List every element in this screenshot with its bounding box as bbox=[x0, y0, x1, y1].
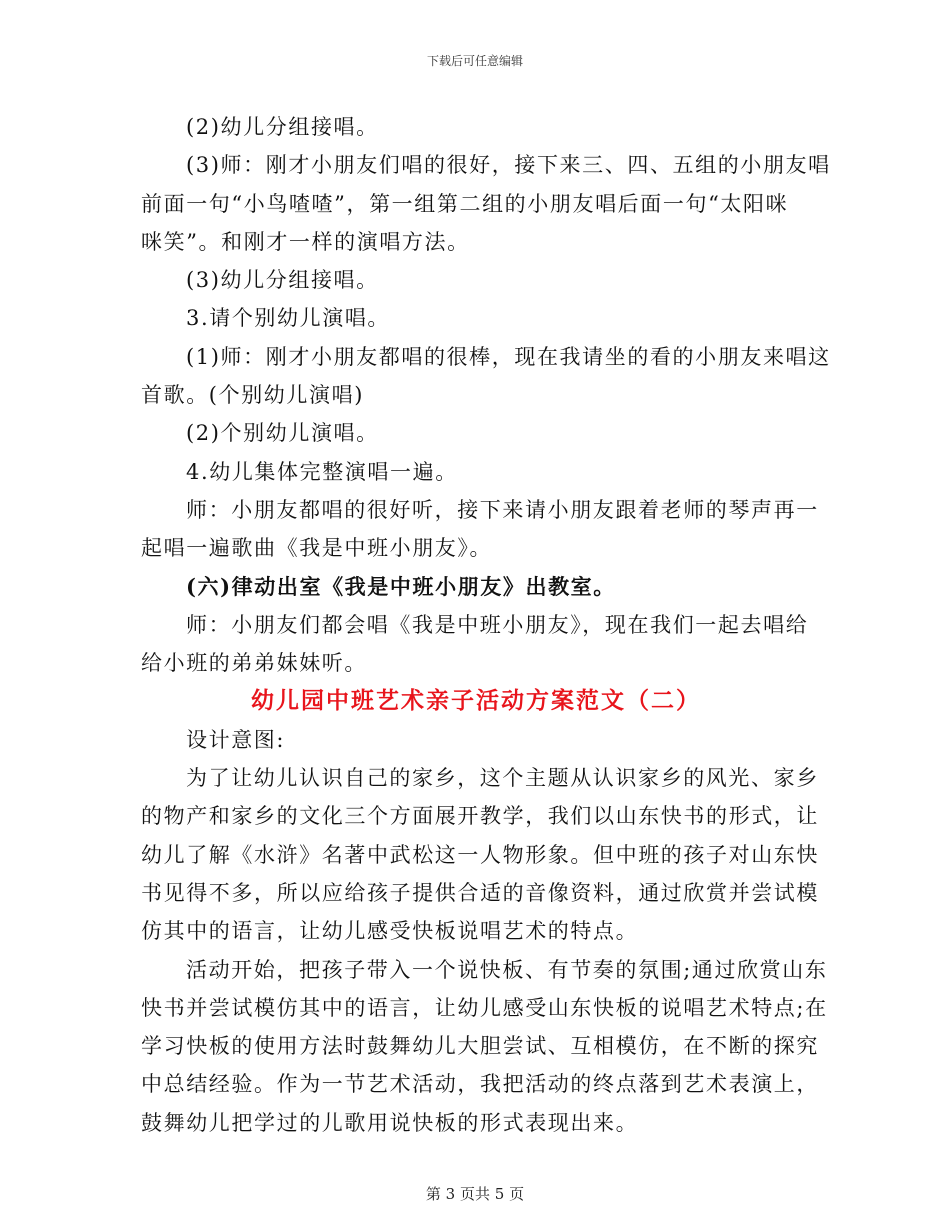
paragraph-line: (2)个别幼儿演唱。 bbox=[186, 421, 379, 446]
paragraph-line: 为了让幼儿认识自己的家乡，这个主题从认识家乡的风光、家乡 bbox=[186, 766, 819, 791]
paragraph-line: 3.请个别幼儿演唱。 bbox=[186, 306, 391, 331]
paragraph-line: 书见得不多，所以应给孩子提供合适的音像资料，通过欣赏并尝试模 bbox=[141, 880, 819, 905]
paragraph-line: 学习快板的使用方法时鼓舞幼儿大胆尝试、互相模仿，在不断的探究 bbox=[141, 1034, 819, 1059]
paragraph-line: 仿其中的语言，让幼儿感受快板说唱艺术的特点。 bbox=[141, 919, 639, 944]
paragraph-line: (2)幼儿分组接唱。 bbox=[186, 115, 379, 139]
paragraph-line: 首歌。(个别幼儿演唱) bbox=[141, 383, 364, 408]
paragraph-line: 前面一句“小鸟喳喳”，第一组第二组的小朋友唱后面一句“太阳咪 bbox=[141, 191, 789, 216]
paragraph-line: 快书并尝试模仿其中的语言，让幼儿感受山东快板的说唱艺术特点;在 bbox=[141, 995, 828, 1020]
paragraph-line: 幼儿了解《水浒》名著中武松这一人物形象。但中班的孩子对山东快 bbox=[141, 842, 819, 867]
paragraph-line: 的物产和家乡的文化三个方面展开教学，我们以山东快书的形式，让 bbox=[141, 804, 819, 829]
paragraph-line: (3)幼儿分组接唱。 bbox=[186, 268, 379, 293]
paragraph-line: 中总结经验。作为一节艺术活动，我把活动的终点落到艺术表演上， bbox=[141, 1072, 819, 1097]
paragraph-line: 咪笑”。和刚才一样的演唱方法。 bbox=[141, 229, 470, 254]
section-title: 幼儿园中班艺术亲子活动方案范文（二） bbox=[251, 687, 701, 715]
paragraph-line: 起唱一遍歌曲《我是中班小朋友》。 bbox=[141, 536, 493, 561]
paragraph-line: 师：小朋友都唱的很好听，接下来请小朋友跟着老师的琴声再一 bbox=[186, 497, 819, 522]
page-header: 下载后可任意编辑 bbox=[426, 54, 523, 68]
paragraph-line: 设计意图: bbox=[186, 727, 286, 752]
paragraph-line: (1)师：刚才小朋友都唱的很棒，现在我请坐的看的小朋友来唱这 bbox=[186, 344, 831, 369]
paragraph-line: 活动开始，把孩子带入一个说快板、有节奏的氛围;通过欣赏山东 bbox=[186, 957, 828, 982]
paragraph-line: 4.幼儿集体完整演唱一遍。 bbox=[186, 459, 458, 484]
paragraph-line: 鼓舞幼儿把学过的儿歌用说快板的形式表现出来。 bbox=[141, 1110, 639, 1135]
paragraph-line: (3)师：刚才小朋友们唱的很好，接下来三、四、五组的小朋友唱 bbox=[186, 153, 831, 178]
paragraph-line: 师：小朋友们都会唱《我是中班小朋友》，现在我们一起去唱给 bbox=[186, 612, 809, 637]
paragraph-line: 给小班的弟弟妹妹听。 bbox=[141, 651, 367, 676]
page-footer: 第 3 页共 5 页 bbox=[425, 1185, 525, 1203]
subsection-heading: (六)律动出室《我是中班小朋友》出教室。 bbox=[186, 573, 616, 599]
document-body bbox=[141, 108, 831, 1142]
